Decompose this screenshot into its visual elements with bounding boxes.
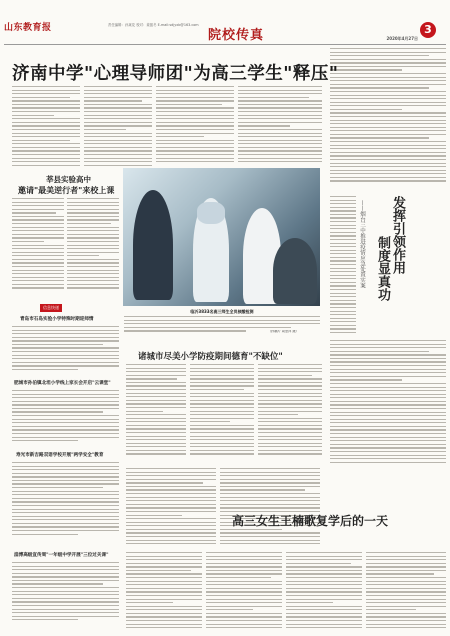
story-gaosan-headline: 高三女生王楠歌复学后的一天	[232, 514, 389, 528]
story-gaosan-col-3	[286, 552, 362, 632]
story-gaosan-col-4	[366, 552, 446, 632]
main-story-col-2	[84, 86, 152, 170]
story-xinxian-headline: 邀请"最美逆行者"来校上课	[18, 186, 115, 195]
photo-caption-body	[124, 316, 320, 338]
story-gaosan-col-2	[206, 552, 282, 632]
story-xinxian-col-1	[12, 198, 64, 294]
vertical-headline-b: 制度显真功	[375, 236, 390, 301]
section-title: 院校传真	[208, 28, 265, 43]
story-zhucheng-col-1	[126, 364, 186, 460]
photo-figure-left	[133, 190, 173, 300]
main-headline: 济南中学"心理导师团"为高三学生"释压"	[12, 64, 339, 84]
story-lower-col-1	[126, 468, 216, 548]
editor-line: 责任编辑：孙莱花 校对：姜振冬 E-mail:sdjyxb@163.com	[108, 23, 199, 27]
brief-item-3-title: 寿光市新吉路双语学校开展"两学安全"教育	[16, 453, 104, 458]
story-zhucheng-col-3	[258, 364, 322, 460]
brief-item-4-body	[12, 562, 119, 632]
vertical-subhead: ——烟台三中推进疫情应急处置实案	[359, 200, 365, 288]
story-zhucheng-col-2	[190, 364, 254, 460]
issue-date: 2020年4月27日	[386, 36, 418, 41]
brief-item-4-title: 淄博高级宣传周"一年级中学开展"三位过关课"	[14, 553, 109, 558]
photo-face-shield	[197, 202, 225, 224]
brief-item-2-title: 肥城市孙伯镇北坦小学线上家长会开启"云课堂"	[14, 381, 111, 386]
photo-credit: （孙鹏芹 周爱萍 摄）	[268, 330, 299, 333]
brief-item-2-body	[12, 390, 119, 448]
yantai-col-narrow	[330, 196, 356, 338]
brief-item-1-title: 青岛市石岛实验小学特殊时期迎师情	[20, 317, 94, 322]
photo-caption-text: 临沂3833名高三师生全员核酸检测	[190, 309, 254, 314]
brief-item-1-body	[12, 326, 119, 376]
vertical-headline-a: 发挥引领作用	[390, 196, 405, 274]
main-story-col-4	[238, 86, 322, 166]
photo-caption	[124, 309, 320, 315]
right-column-text	[330, 48, 446, 190]
brief-item-3-body	[12, 462, 119, 544]
story-xinxian-kicker: 莘县实验高中	[46, 175, 91, 184]
story-lower-col-2	[220, 468, 320, 548]
masthead	[0, 0, 450, 44]
page-number-badge: 3	[420, 22, 436, 38]
photo-figure-student	[273, 238, 317, 304]
brief-label: 信息快递	[40, 304, 62, 312]
yantai-col-body	[330, 340, 446, 470]
newspaper-logo: 山东教育报	[4, 23, 52, 33]
story-gaosan-col-1	[126, 552, 202, 632]
masthead-rule	[4, 44, 446, 45]
story-zhucheng-headline: 诸城市尽美小学防疫期间德育"不缺位"	[138, 352, 283, 362]
story-xinxian-col-2	[67, 198, 119, 294]
main-story-col-3	[156, 86, 234, 166]
news-photo	[123, 168, 320, 306]
main-story-col-1	[12, 86, 80, 170]
